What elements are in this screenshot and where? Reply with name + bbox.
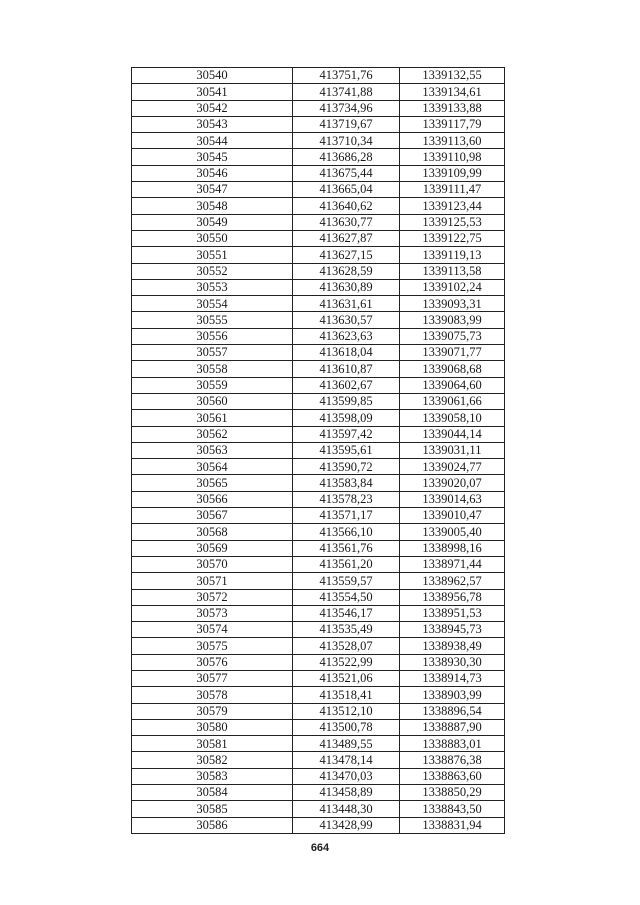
coordinates-table (131, 67, 505, 834)
point-number-cell: 30560 (132, 393, 293, 409)
x-coordinate-cell: 413751,76 (293, 68, 400, 84)
y-coordinate-cell: 1339132,55 (400, 68, 505, 84)
table-row (132, 345, 505, 361)
y-coordinate-cell: 1338971,44 (400, 556, 505, 572)
x-coordinate-cell: 413598,09 (293, 410, 400, 426)
x-coordinate-cell: 413428,99 (293, 817, 400, 833)
point-number-cell: 30570 (132, 556, 293, 572)
x-coordinate-cell: 413535,49 (293, 622, 400, 638)
point-number-cell: 30548 (132, 198, 293, 214)
y-coordinate-cell: 1339109,99 (400, 165, 505, 181)
table-row (132, 670, 505, 686)
x-coordinate-cell: 413448,30 (293, 801, 400, 817)
point-number-cell: 30564 (132, 459, 293, 475)
table-row (132, 508, 505, 524)
table-body (132, 68, 505, 834)
y-coordinate-cell: 1338962,57 (400, 573, 505, 589)
y-coordinate-cell: 1339111,47 (400, 182, 505, 198)
table-row (132, 198, 505, 214)
x-coordinate-cell: 413675,44 (293, 165, 400, 181)
x-coordinate-cell: 413597,42 (293, 426, 400, 442)
x-coordinate-cell: 413590,72 (293, 459, 400, 475)
y-coordinate-cell: 1338883,01 (400, 736, 505, 752)
table-row (132, 736, 505, 752)
x-coordinate-cell: 413602,67 (293, 377, 400, 393)
table-row (132, 491, 505, 507)
point-number-cell: 30578 (132, 687, 293, 703)
table-row (132, 296, 505, 312)
table-row (132, 361, 505, 377)
table-row (132, 589, 505, 605)
y-coordinate-cell: 1339061,66 (400, 393, 505, 409)
y-coordinate-cell: 1339119,13 (400, 247, 505, 263)
point-number-cell: 30550 (132, 230, 293, 246)
y-coordinate-cell: 1339044,14 (400, 426, 505, 442)
x-coordinate-cell: 413458,89 (293, 785, 400, 801)
y-coordinate-cell: 1339031,11 (400, 442, 505, 458)
table-row (132, 84, 505, 100)
point-number-cell: 30572 (132, 589, 293, 605)
table-row (132, 622, 505, 638)
point-number-cell: 30579 (132, 703, 293, 719)
page-number: 664 (310, 842, 330, 854)
x-coordinate-cell: 413627,87 (293, 230, 400, 246)
x-coordinate-cell: 413478,14 (293, 752, 400, 768)
y-coordinate-cell: 1339117,79 (400, 116, 505, 132)
table-row (132, 133, 505, 149)
point-number-cell: 30584 (132, 785, 293, 801)
point-number-cell: 30580 (132, 719, 293, 735)
table-row (132, 165, 505, 181)
point-number-cell: 30546 (132, 165, 293, 181)
table-row (132, 752, 505, 768)
point-number-cell: 30540 (132, 68, 293, 84)
y-coordinate-cell: 1339083,99 (400, 312, 505, 328)
table-row (132, 393, 505, 409)
y-coordinate-cell: 1339110,98 (400, 149, 505, 165)
x-coordinate-cell: 413561,76 (293, 540, 400, 556)
y-coordinate-cell: 1339071,77 (400, 345, 505, 361)
x-coordinate-cell: 413578,23 (293, 491, 400, 507)
point-number-cell: 30561 (132, 410, 293, 426)
x-coordinate-cell: 413470,03 (293, 768, 400, 784)
point-number-cell: 30559 (132, 377, 293, 393)
table-row (132, 377, 505, 393)
point-number-cell: 30585 (132, 801, 293, 817)
x-coordinate-cell: 413618,04 (293, 345, 400, 361)
table-row (132, 279, 505, 295)
table-row (132, 524, 505, 540)
x-coordinate-cell: 413628,59 (293, 263, 400, 279)
table-row (132, 654, 505, 670)
point-number-cell: 30575 (132, 638, 293, 654)
table-row (132, 100, 505, 116)
point-number-cell: 30562 (132, 426, 293, 442)
table-row (132, 475, 505, 491)
x-coordinate-cell: 413489,55 (293, 736, 400, 752)
point-number-cell: 30554 (132, 296, 293, 312)
point-number-cell: 30542 (132, 100, 293, 116)
x-coordinate-cell: 413631,61 (293, 296, 400, 312)
point-number-cell: 30541 (132, 84, 293, 100)
x-coordinate-cell: 413630,57 (293, 312, 400, 328)
table-row (132, 410, 505, 426)
x-coordinate-cell: 413518,41 (293, 687, 400, 703)
table-row (132, 785, 505, 801)
point-number-cell: 30566 (132, 491, 293, 507)
table-row (132, 687, 505, 703)
y-coordinate-cell: 1338896,54 (400, 703, 505, 719)
table-row (132, 214, 505, 230)
table-row (132, 263, 505, 279)
point-number-cell: 30581 (132, 736, 293, 752)
table-row (132, 573, 505, 589)
y-coordinate-cell: 1339010,47 (400, 508, 505, 524)
y-coordinate-cell: 1338831,94 (400, 817, 505, 833)
table-row (132, 442, 505, 458)
point-number-cell: 30583 (132, 768, 293, 784)
y-coordinate-cell: 1339113,60 (400, 133, 505, 149)
point-number-cell: 30544 (132, 133, 293, 149)
point-number-cell: 30569 (132, 540, 293, 556)
y-coordinate-cell: 1339005,40 (400, 524, 505, 540)
y-coordinate-cell: 1338951,53 (400, 605, 505, 621)
y-coordinate-cell: 1338930,30 (400, 654, 505, 670)
y-coordinate-cell: 1339075,73 (400, 328, 505, 344)
table-row (132, 540, 505, 556)
point-number-cell: 30576 (132, 654, 293, 670)
y-coordinate-cell: 1339122,75 (400, 230, 505, 246)
table-row (132, 605, 505, 621)
y-coordinate-cell: 1338938,49 (400, 638, 505, 654)
table-row (132, 719, 505, 735)
x-coordinate-cell: 413571,17 (293, 508, 400, 524)
y-coordinate-cell: 1339123,44 (400, 198, 505, 214)
y-coordinate-cell: 1339113,58 (400, 263, 505, 279)
table-row (132, 638, 505, 654)
y-coordinate-cell: 1338945,73 (400, 622, 505, 638)
x-coordinate-cell: 413623,63 (293, 328, 400, 344)
y-coordinate-cell: 1338850,29 (400, 785, 505, 801)
point-number-cell: 30582 (132, 752, 293, 768)
x-coordinate-cell: 413500,78 (293, 719, 400, 735)
point-number-cell: 30558 (132, 361, 293, 377)
x-coordinate-cell: 413630,89 (293, 279, 400, 295)
y-coordinate-cell: 1339125,53 (400, 214, 505, 230)
point-number-cell: 30586 (132, 817, 293, 833)
x-coordinate-cell: 413630,77 (293, 214, 400, 230)
y-coordinate-cell: 1339058,10 (400, 410, 505, 426)
y-coordinate-cell: 1338887,90 (400, 719, 505, 735)
point-number-cell: 30571 (132, 573, 293, 589)
x-coordinate-cell: 413554,50 (293, 589, 400, 605)
table-row (132, 116, 505, 132)
x-coordinate-cell: 413559,57 (293, 573, 400, 589)
x-coordinate-cell: 413521,06 (293, 670, 400, 686)
x-coordinate-cell: 413686,28 (293, 149, 400, 165)
table-row (132, 149, 505, 165)
x-coordinate-cell: 413665,04 (293, 182, 400, 198)
table-row (132, 459, 505, 475)
x-coordinate-cell: 413734,96 (293, 100, 400, 116)
y-coordinate-cell: 1339020,07 (400, 475, 505, 491)
y-coordinate-cell: 1338998,16 (400, 540, 505, 556)
x-coordinate-cell: 413640,62 (293, 198, 400, 214)
y-coordinate-cell: 1338876,38 (400, 752, 505, 768)
table-row (132, 556, 505, 572)
x-coordinate-cell: 413719,67 (293, 116, 400, 132)
point-number-cell: 30577 (132, 670, 293, 686)
point-number-cell: 30574 (132, 622, 293, 638)
point-number-cell: 30557 (132, 345, 293, 361)
y-coordinate-cell: 1338903,99 (400, 687, 505, 703)
point-number-cell: 30563 (132, 442, 293, 458)
table-row (132, 230, 505, 246)
table-row (132, 247, 505, 263)
point-number-cell: 30555 (132, 312, 293, 328)
y-coordinate-cell: 1338956,78 (400, 589, 505, 605)
y-coordinate-cell: 1339068,68 (400, 361, 505, 377)
y-coordinate-cell: 1338843,50 (400, 801, 505, 817)
table-row (132, 312, 505, 328)
point-number-cell: 30553 (132, 279, 293, 295)
table-row (132, 182, 505, 198)
x-coordinate-cell: 413599,85 (293, 393, 400, 409)
point-number-cell: 30568 (132, 524, 293, 540)
table-row (132, 328, 505, 344)
x-coordinate-cell: 413512,10 (293, 703, 400, 719)
table-row (132, 817, 505, 833)
y-coordinate-cell: 1339134,61 (400, 84, 505, 100)
x-coordinate-cell: 413610,87 (293, 361, 400, 377)
y-coordinate-cell: 1339102,24 (400, 279, 505, 295)
x-coordinate-cell: 413561,20 (293, 556, 400, 572)
table-row (132, 768, 505, 784)
y-coordinate-cell: 1338863,60 (400, 768, 505, 784)
y-coordinate-cell: 1339024,77 (400, 459, 505, 475)
y-coordinate-cell: 1338914,73 (400, 670, 505, 686)
y-coordinate-cell: 1339133,88 (400, 100, 505, 116)
point-number-cell: 30547 (132, 182, 293, 198)
point-number-cell: 30567 (132, 508, 293, 524)
table-row (132, 703, 505, 719)
y-coordinate-cell: 1339093,31 (400, 296, 505, 312)
point-number-cell: 30573 (132, 605, 293, 621)
table-row (132, 801, 505, 817)
y-coordinate-cell: 1339064,60 (400, 377, 505, 393)
x-coordinate-cell: 413522,99 (293, 654, 400, 670)
x-coordinate-cell: 413566,10 (293, 524, 400, 540)
point-number-cell: 30543 (132, 116, 293, 132)
y-coordinate-cell: 1339014,63 (400, 491, 505, 507)
point-number-cell: 30551 (132, 247, 293, 263)
x-coordinate-cell: 413583,84 (293, 475, 400, 491)
point-number-cell: 30552 (132, 263, 293, 279)
point-number-cell: 30545 (132, 149, 293, 165)
x-coordinate-cell: 413546,17 (293, 605, 400, 621)
x-coordinate-cell: 413741,88 (293, 84, 400, 100)
table-row (132, 426, 505, 442)
point-number-cell: 30565 (132, 475, 293, 491)
x-coordinate-cell: 413528,07 (293, 638, 400, 654)
x-coordinate-cell: 413627,15 (293, 247, 400, 263)
point-number-cell: 30549 (132, 214, 293, 230)
point-number-cell: 30556 (132, 328, 293, 344)
x-coordinate-cell: 413710,34 (293, 133, 400, 149)
x-coordinate-cell: 413595,61 (293, 442, 400, 458)
table-row (132, 68, 505, 84)
